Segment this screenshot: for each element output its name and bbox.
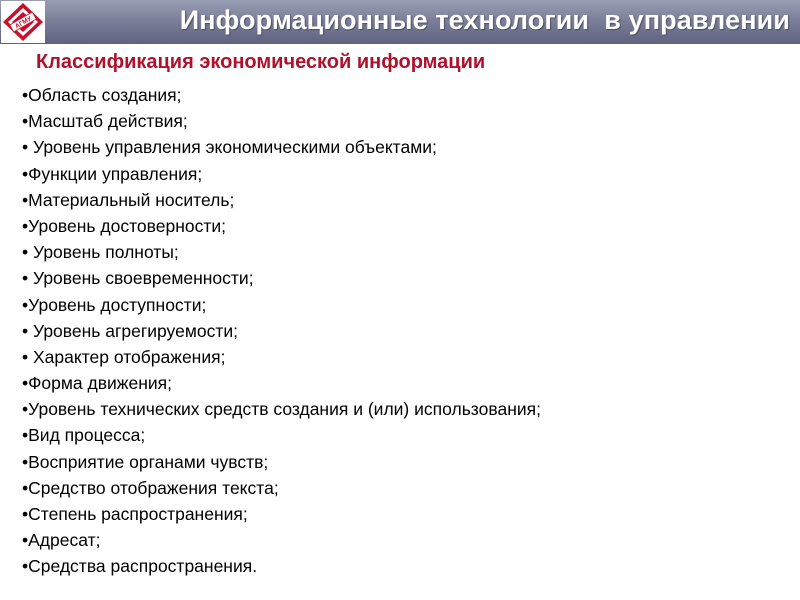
list-item: •Средства распространения. — [22, 556, 258, 577]
list-item: •Адресат; — [22, 530, 101, 551]
list-item: • Уровень агрегируемости; — [22, 320, 238, 341]
list-item: •Функции управления; — [22, 163, 203, 184]
list-item: • Уровень полноты; — [22, 242, 179, 263]
list-item: •Форма движения; — [22, 373, 173, 394]
list-item: • Уровень своевременности; — [22, 268, 254, 289]
list-item: • Уровень управления экономическими объектами; — [22, 137, 437, 158]
list-item: •Уровень достоверности; — [22, 215, 227, 236]
list-item: •Вид процесса; — [22, 425, 146, 446]
classification-list — [22, 82, 541, 580]
list-item: •Средство отображения текста; — [22, 477, 279, 498]
page-title: Информационные технологии в управлении — [179, 5, 790, 35]
list-item: •Область создания; — [22, 85, 182, 105]
logo-text: АГМУ — [14, 15, 33, 31]
list-item: •Уровень технических средств создания и (или) использования; — [22, 399, 541, 420]
list-item: •Материальный носитель; — [22, 189, 235, 210]
title-bar — [0, 0, 800, 44]
list-item: • Характер отображения; — [22, 346, 226, 367]
list-item: •Восприятие органами чувств; — [22, 451, 269, 472]
list-item: •Степень распространения; — [22, 504, 248, 524]
section-heading: Классификация экономической информации — [36, 51, 486, 73]
list-item: •Уровень доступности; — [22, 294, 207, 315]
list-item: •Масштаб действия; — [22, 111, 188, 132]
